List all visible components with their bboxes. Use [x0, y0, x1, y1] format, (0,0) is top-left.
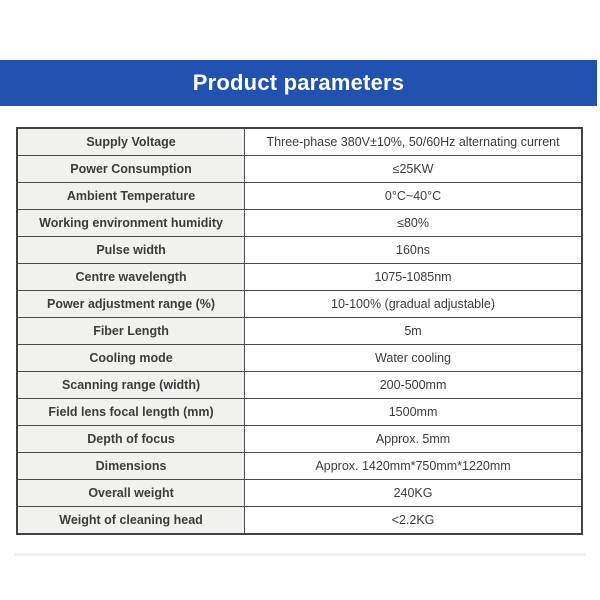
param-value: 10-100% (gradual adjustable)	[245, 291, 582, 318]
param-value: 1500mm	[245, 399, 582, 426]
banner	[0, 60, 597, 106]
param-value: Three-phase 380V±10%, 50/60Hz alternating current	[245, 128, 582, 156]
param-value: ≤80%	[245, 210, 582, 237]
param-label: Cooling mode	[17, 345, 245, 372]
table-row	[17, 372, 582, 399]
param-value: 160ns	[245, 237, 582, 264]
param-label: Field lens focal length (mm)	[17, 399, 245, 426]
table-row	[17, 426, 582, 453]
param-value: 240KG	[245, 480, 582, 507]
param-value: 1075-1085nm	[245, 264, 582, 291]
page-title: Product parameters	[192, 70, 405, 95]
param-label: Overall weight	[17, 480, 245, 507]
param-value: Approx. 5mm	[245, 426, 582, 453]
table-row	[17, 237, 582, 264]
table-row	[17, 480, 582, 507]
param-label: Power Consumption	[17, 156, 245, 183]
param-label: Scanning range (width)	[17, 372, 245, 399]
table-row	[17, 264, 582, 291]
param-value: Water cooling	[245, 345, 582, 372]
params-table	[16, 127, 583, 535]
param-label: Working environment humidity	[17, 210, 245, 237]
param-label: Power adjustment range (%)	[17, 291, 245, 318]
param-value: 200-500mm	[245, 372, 582, 399]
param-label: Pulse width	[17, 237, 245, 264]
table-row	[17, 183, 582, 210]
table-row	[17, 399, 582, 426]
table-row	[17, 156, 582, 183]
param-value: <2.2KG	[245, 507, 582, 535]
param-value: ≤25KW	[245, 156, 582, 183]
param-label: Ambient Temperature	[17, 183, 245, 210]
table-row	[17, 507, 582, 535]
table-row	[17, 128, 582, 156]
table-row	[17, 453, 582, 480]
param-value: 5m	[245, 318, 582, 345]
divider-line	[14, 553, 586, 556]
param-label: Depth of focus	[17, 426, 245, 453]
param-value: 0°C~40°C	[245, 183, 582, 210]
param-label: Dimensions	[17, 453, 245, 480]
param-label: Fiber Length	[17, 318, 245, 345]
param-label: Weight of cleaning head	[17, 507, 245, 535]
table-row	[17, 210, 582, 237]
table-row	[17, 318, 582, 345]
param-label: Supply Voltage	[17, 128, 245, 156]
table-row	[17, 291, 582, 318]
param-label: Centre wavelength	[17, 264, 245, 291]
param-value: Approx. 1420mm*750mm*1220mm	[245, 453, 582, 480]
table-row	[17, 345, 582, 372]
params-table-body	[17, 128, 582, 534]
